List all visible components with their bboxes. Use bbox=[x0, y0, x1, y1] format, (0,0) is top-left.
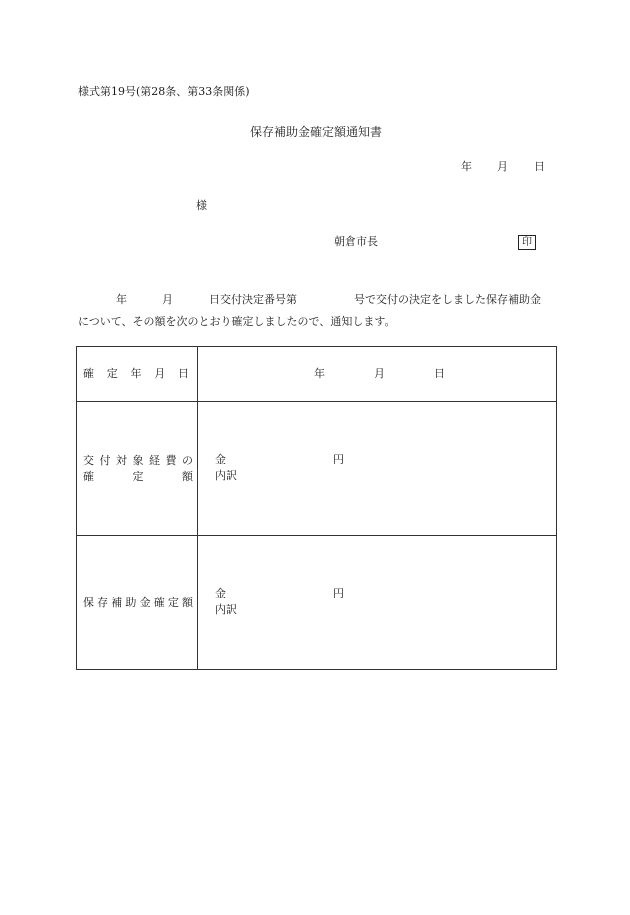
label-char: 定 bbox=[106, 367, 118, 380]
header-date-year: 年 bbox=[461, 160, 472, 173]
date-year-label: 年 bbox=[314, 367, 325, 380]
value-subsidy-amount[interactable] bbox=[198, 536, 557, 670]
confirmation-table bbox=[76, 346, 557, 670]
label-char: 象 bbox=[132, 453, 144, 467]
label-char: 助 bbox=[125, 595, 137, 609]
seal-box: 印 bbox=[518, 235, 536, 250]
date-day-label: 日 bbox=[434, 367, 445, 380]
value-confirmation-date[interactable] bbox=[198, 347, 557, 402]
label-char: 額 bbox=[182, 469, 193, 483]
document-title: 保存補助金確定額通知書 bbox=[250, 125, 383, 139]
label-char: 対 bbox=[116, 453, 127, 467]
label-char: 交 bbox=[83, 453, 94, 467]
label-char: の bbox=[182, 453, 193, 467]
label-char: 経 bbox=[149, 453, 160, 467]
body-line-2: について、その額を次のとおり確定しましたので、通知します。 bbox=[78, 315, 396, 328]
body-year: 年 bbox=[116, 293, 127, 306]
yen-label: 円 bbox=[333, 587, 344, 600]
body-month: 月 bbox=[162, 293, 173, 306]
label-confirmation-date bbox=[77, 347, 198, 402]
yen-label: 円 bbox=[333, 453, 344, 466]
addressee-suffix: 様 bbox=[196, 199, 207, 212]
body-decision-text: 号で交付の決定をしました保存補助金 bbox=[354, 293, 541, 306]
label-eligible-cost bbox=[77, 402, 198, 536]
label-char: 確 bbox=[83, 367, 94, 380]
body-decision-number-label: 日交付決定番号第 bbox=[209, 293, 297, 306]
header-date-month: 月 bbox=[497, 160, 508, 173]
breakdown-label: 内訳 bbox=[215, 469, 237, 482]
label-char: 確 bbox=[153, 595, 165, 609]
issuer-name: 朝倉市長 bbox=[334, 235, 378, 248]
table-row bbox=[77, 402, 557, 536]
kin-label: 金 bbox=[215, 453, 226, 466]
breakdown-label: 内訳 bbox=[215, 603, 237, 616]
label-char: 定 bbox=[167, 595, 179, 609]
label-char: 付 bbox=[99, 453, 111, 467]
label-char: 月 bbox=[154, 367, 166, 380]
label-char: 年 bbox=[130, 367, 142, 380]
table-row bbox=[77, 347, 557, 402]
label-char: 額 bbox=[181, 595, 193, 609]
label-char: 金 bbox=[139, 595, 151, 609]
label-char: 確 bbox=[83, 469, 94, 483]
label-char: 保 bbox=[83, 595, 94, 609]
value-eligible-cost[interactable] bbox=[198, 402, 557, 536]
label-char: 定 bbox=[132, 469, 144, 483]
label-subsidy-amount bbox=[77, 536, 198, 670]
date-month-label: 月 bbox=[374, 367, 385, 380]
label-char: 存 bbox=[97, 595, 109, 609]
label-char: 費 bbox=[165, 453, 177, 467]
label-char: 日 bbox=[178, 367, 189, 380]
kin-label: 金 bbox=[215, 587, 226, 600]
header-date-day: 日 bbox=[534, 160, 545, 173]
label-char: 補 bbox=[111, 595, 123, 609]
table-row bbox=[77, 536, 557, 670]
form-number: 様式第19号(第28条、第33条関係) bbox=[78, 85, 250, 98]
